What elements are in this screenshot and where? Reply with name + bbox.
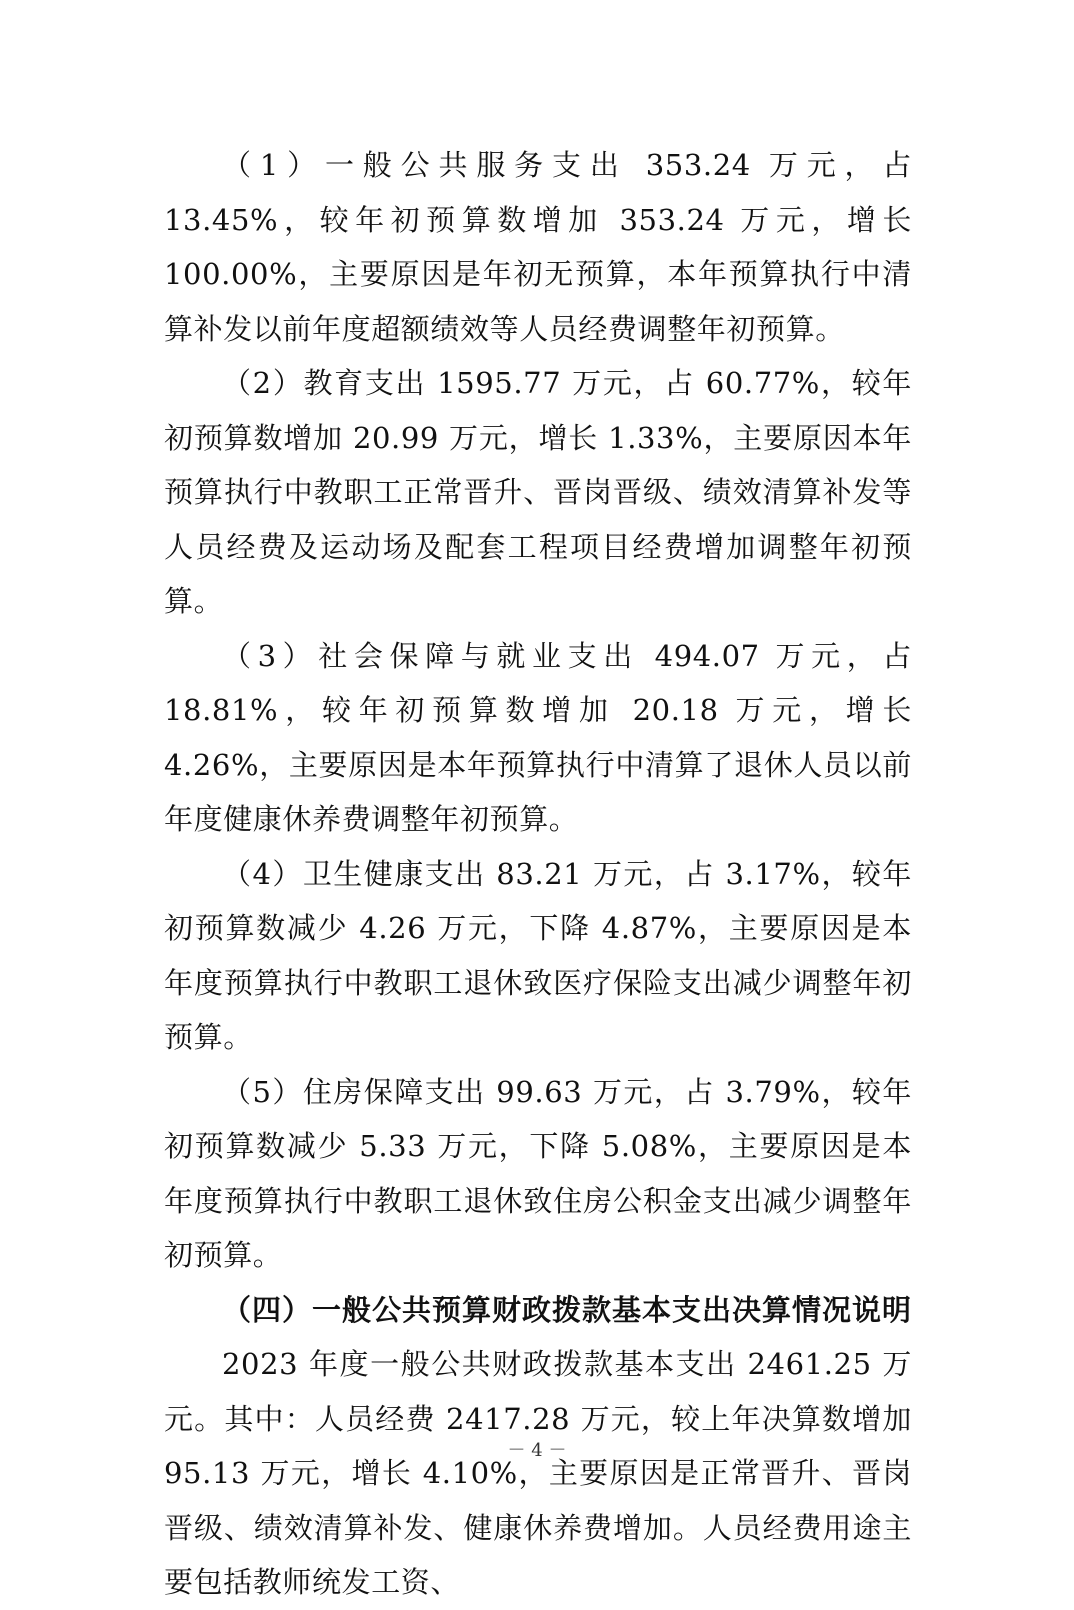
paragraph-health: （4）卫生健康支出 83.21 万元，占 3.17%，较年初预算数减少 4.26 万元，下降 4.87%，主要原因是本年度预算执行中教职工退休致医疗保险支出减少调整年初预算。 [164, 856, 912, 1054]
paragraph-basic-expenditure: 2023 年度一般公共财政拨款基本支出 2461.25 万元。其中：人员经费 2417.28 万元，较上年决算数增加 95.13 万元，增长 4.10%，主要原因是正常晋升、晋岗晋级、绩效清算补发、健康休养费增加。人员经费用途主要包括教师统发工资、 [164, 1347, 912, 1599]
page-body [164, 138, 912, 1610]
paragraph-housing: （5）住房保障支出 99.63 万元，占 3.79%，较年初预算数减少 5.33 万元，下降 5.08%，主要原因是本年度预算执行中教职工退休致住房公积金支出减少调整年初预算。 [164, 1074, 912, 1272]
page-number: － 4 － [507, 1440, 567, 1461]
paragraph-education: （2）教育支出 1595.77 万元，占 60.77%，较年初预算数增加 20.99 万元，增长 1.33%，主要原因本年预算执行中教职工正常晋升、晋岗晋级、绩效清算补发等人员经费及运动场及配套工程项目经费增加调整年初预算。 [164, 366, 912, 618]
section-heading: （四）一般公共预算财政拨款基本支出决算情况说明 [222, 1292, 913, 1327]
paragraph-general-public-services: （1）一般公共服务支出 353.24 万元，占 13.45%，较年初预算数增加 353.24 万元，增长 100.00%，主要原因是年初无预算，本年预算执行中清算补发以前年度超额绩效等人员经费调整年初预算。 [164, 148, 912, 346]
paragraph-social-security: （3）社会保障与就业支出 494.07 万元，占 18.81%，较年初预算数增加 20.18 万元，增长 4.26%，主要原因是本年预算执行中清算了退休人员以前年度健康休养费调整年初预算。 [164, 638, 912, 836]
